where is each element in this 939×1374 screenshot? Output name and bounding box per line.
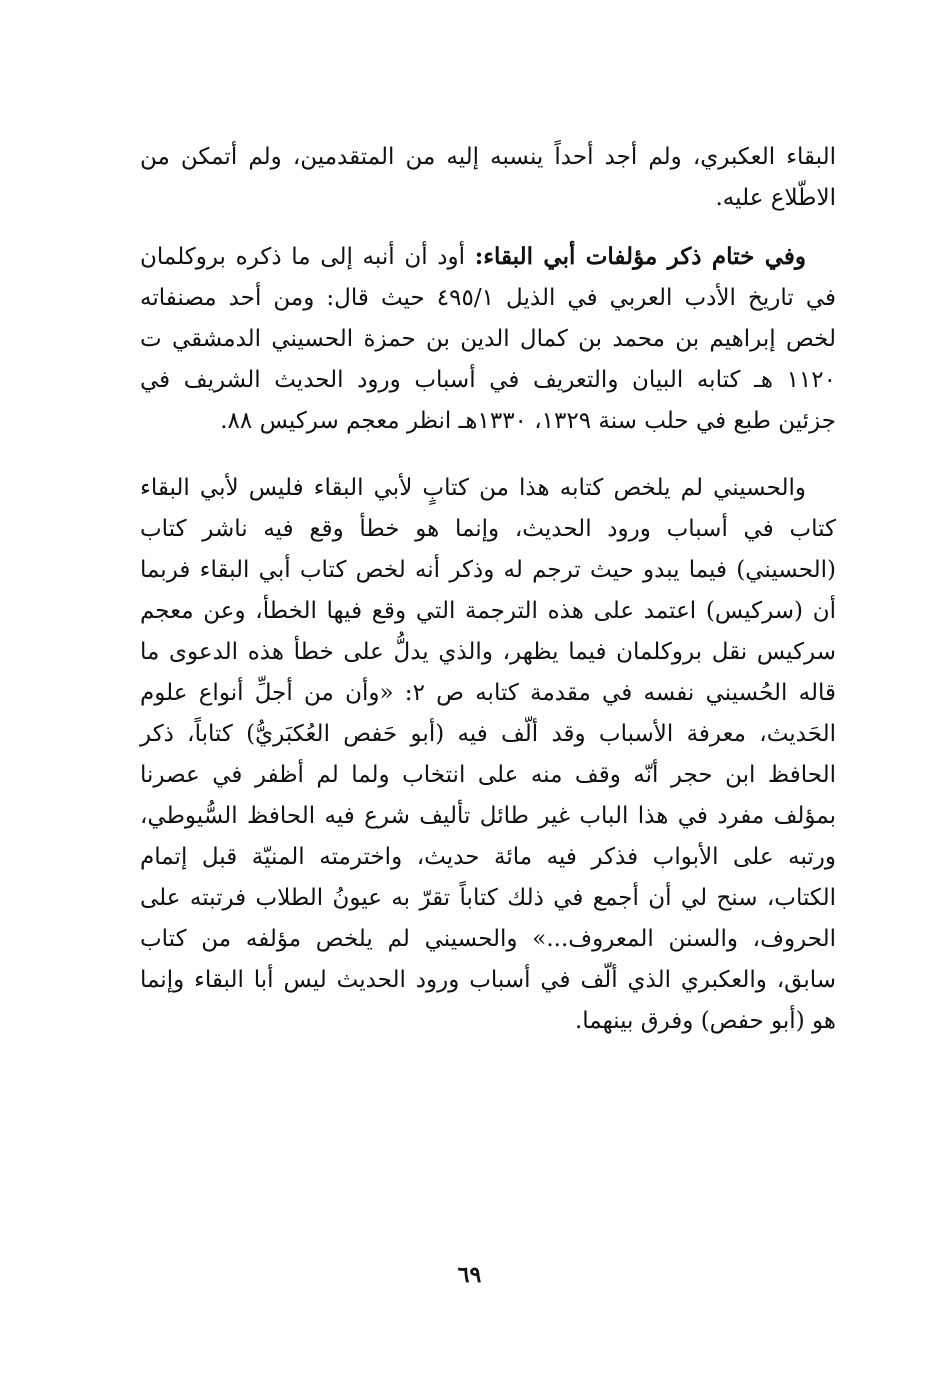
paragraph-2-body: أود أن أنبه إلى ما ذكره بروكلمان في تاريخ الأدب العربي في الذيل ٤٩٥/١ حيث قال: ومن أحد مصنفاته لخص إبراهيم بن محمد بن كمال الدين بن حمزة الحسيني الدمشقي ت ١١٢٠ هـ كتابه البيان والتعريف في أسباب ورود الحديث الشريف في جزئين طبع في حلب سنة ١٣٢٩، ١٣٣٠هـ انظر معجم سركيس ٨٨.: [140, 244, 836, 434]
page-number: ٦٩: [457, 1262, 482, 1288]
paragraph-1: [140, 137, 836, 219]
paragraph-3-text: والحسيني لم يلخص كتابه هذا من كتابٍ لأبي البقاء فليس لأبي البقاء كتاب في أسباب ورود الحديث، وإنما هو خطأ وقع فيه ناشر كتاب (الحسيني) فيما يبدو حيث ترجم له وذكر أنه لخص كتاب أبي البقاء فربما أن (سركيس) اعتمد على هذه الترجمة التي وقع فيها الخطأ، وعن معجم سركيس نقل بروكلمان فيما يظهر، والذي يدلُّ على خطأ هذه الدعوى ما قاله الحُسيني نفسه في مقدمة كتابه ص ٢: «وأن من أجلِّ أنواع علوم الحَديث، معرفة الأسباب وقد ألّف فيه (أبو حَفص العُكبَريُّ) كتاباً، ذكر الحافظ ابن حجر أنّه وقف منه على انتخاب ولما لم أظفر في عصرنا بمؤلف مفرد في هذا الباب غير طائل تأليف شرع فيه الحافظ السُّيوطي، ورتبه على الأبواب فذكر فيه مائة حديث، واخترمته المنيّة قبل إتمام الكتاب، سنح لي أن أجمع في ذلك كتاباً تقرّ به عيونُ الطلاب فرتبته على الحروف، والسنن المعروف...» والحسيني لم يلخص مؤلفه من كتاب سابق، والعكبري الذي ألّف في أسباب ورود الحديث ليس أبا البقاء وإنما هو (أبو حفص) وفرق بينهما.: [140, 475, 836, 1034]
paragraph-2-text: [140, 236, 836, 442]
paragraph-3: [140, 468, 836, 1042]
paragraph-2: [140, 236, 836, 442]
paragraph-2-bold-lead: وفي ختام ذكر مؤلفات أبي البقاء:: [474, 243, 806, 270]
paragraph-1-text: البقاء العكبري، ولم أجد أحداً ينسبه إليه من المتقدمين، ولم أتمكن من الاطّلاع عليه.: [140, 144, 836, 211]
